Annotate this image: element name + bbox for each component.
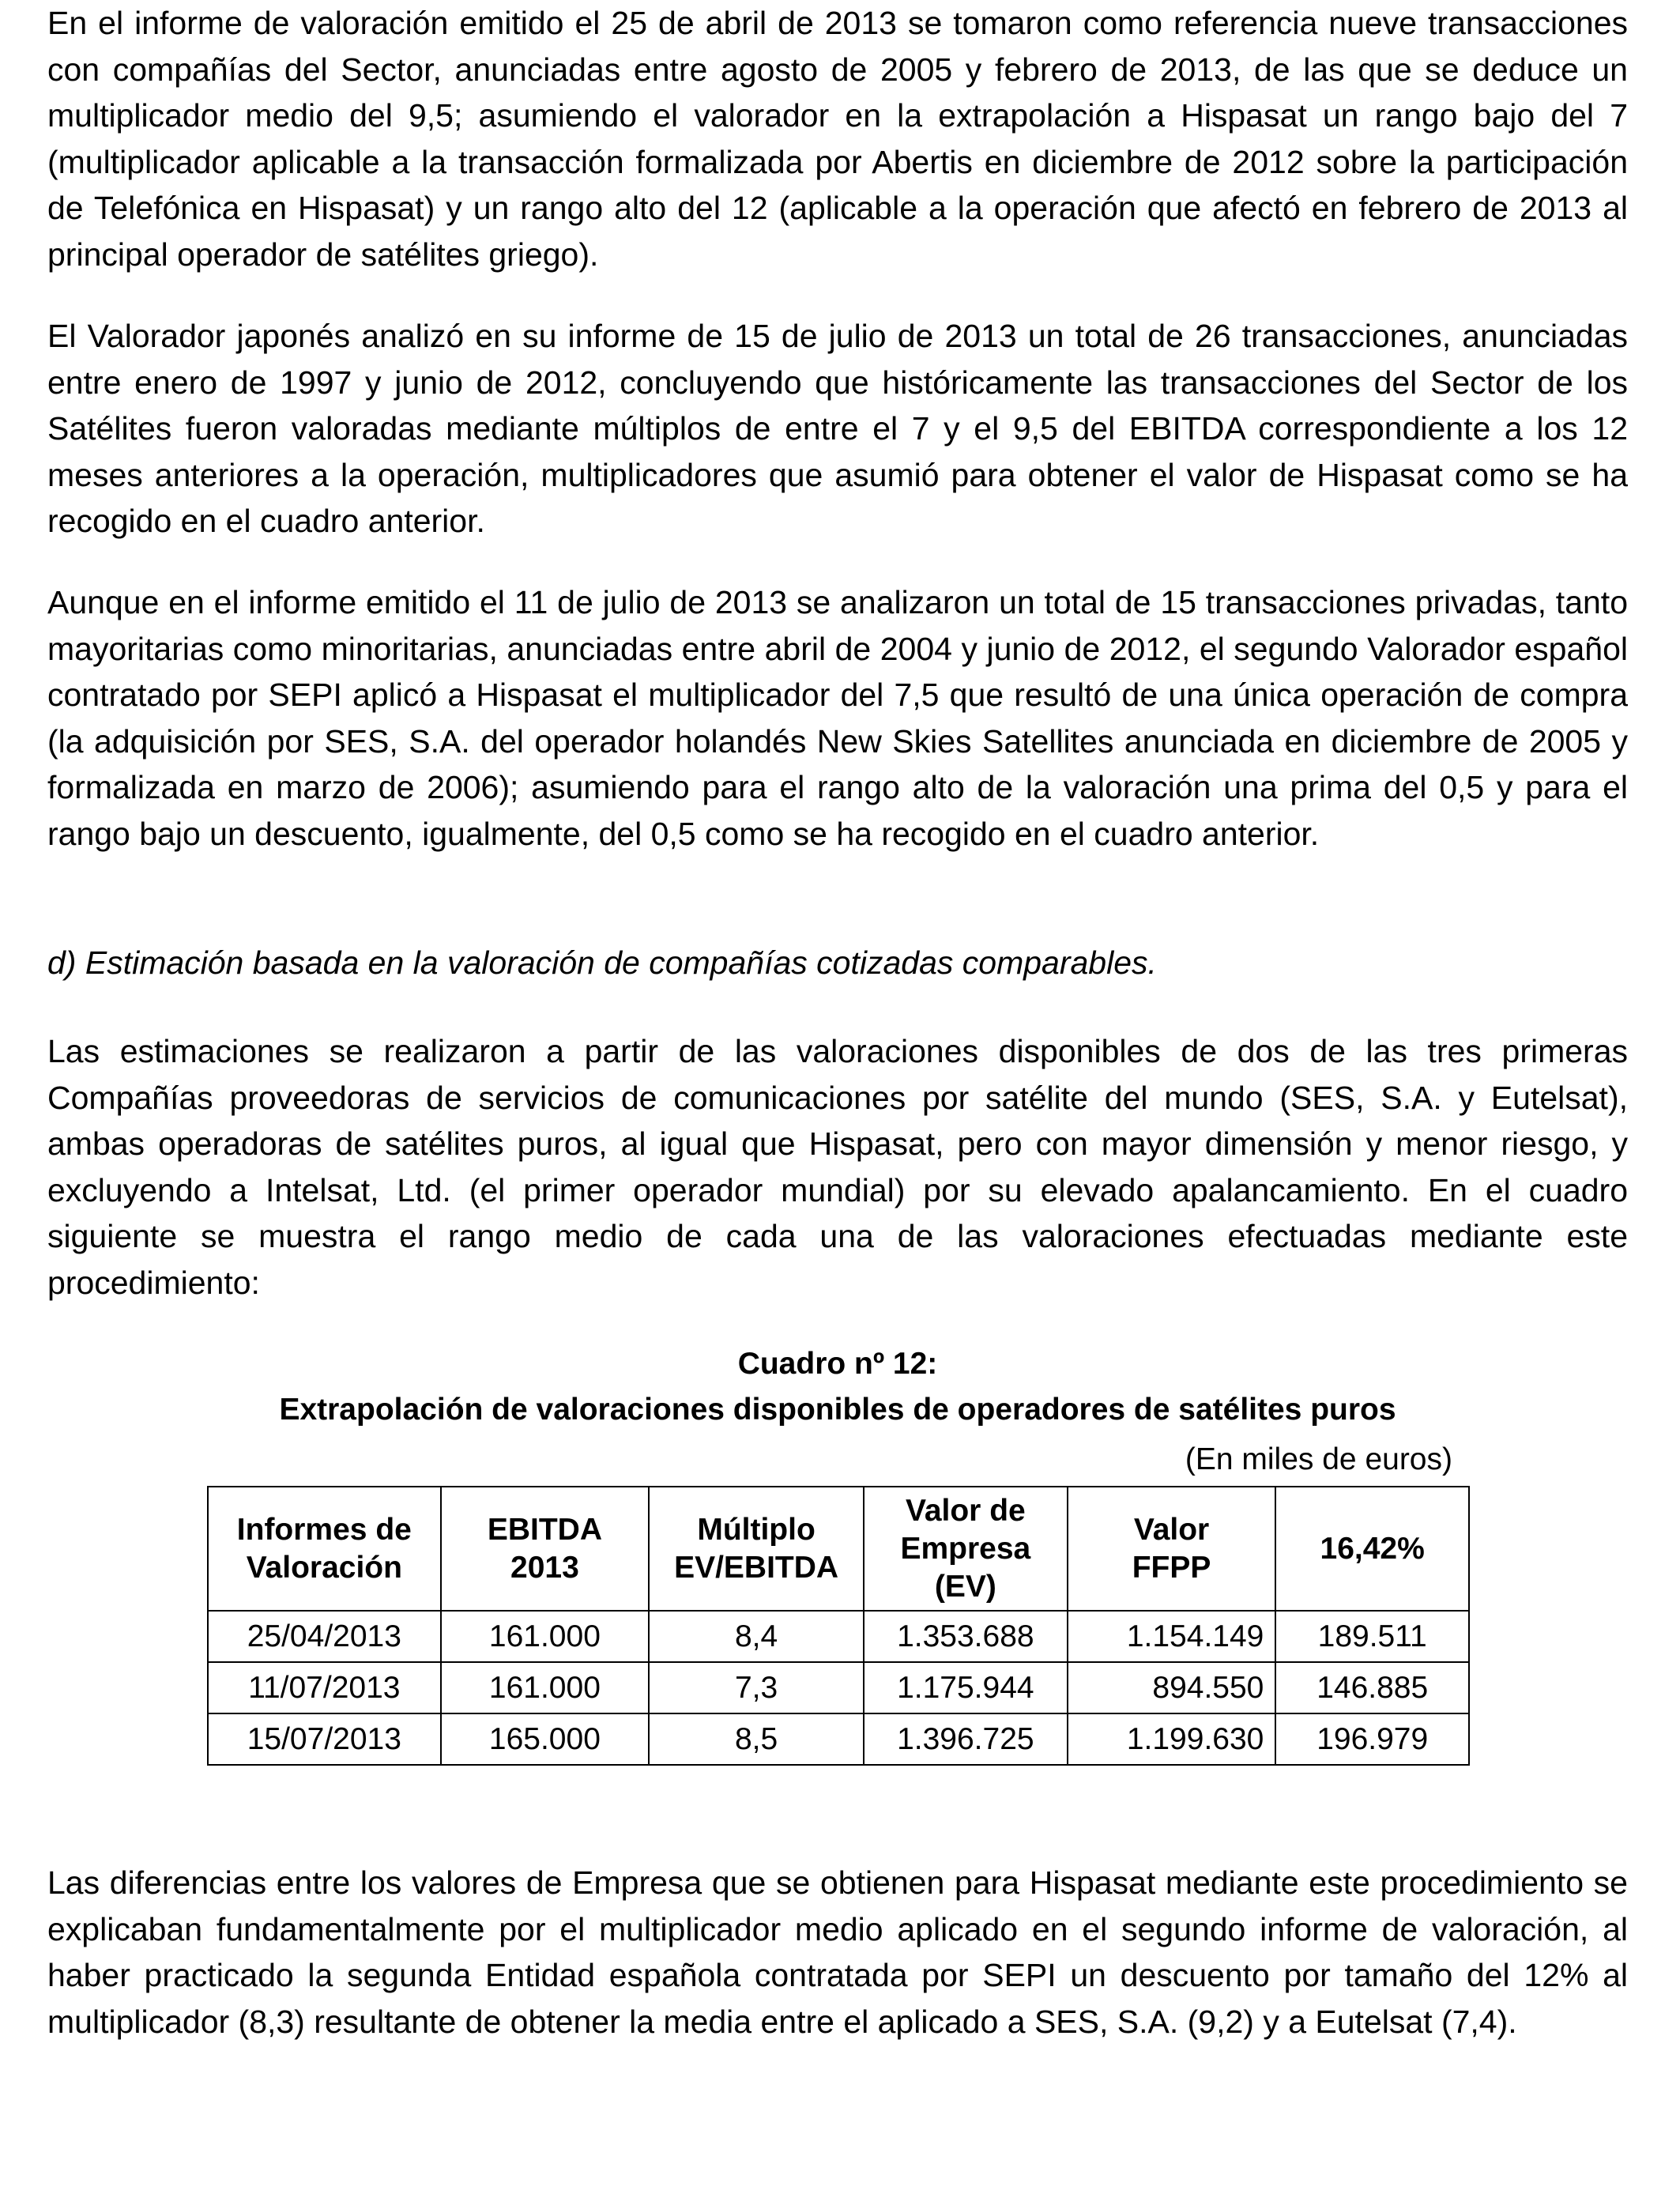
header-line: Valoración bbox=[246, 1550, 402, 1585]
paragraph-japanese-valuer: El Valorador japonés analizó en su informe de 15 de julio de 2013 un total de 26 transacciones, anunciadas entre enero de 1997 y junio de 2012, concluyendo que históricamente las transacciones del Sector de los Satélites fueron valoradas mediante múltiplos de entre el 7 y el 9,5 del EBITDA correspondiente a los 12 meses anteriores a la operación, multiplicadores que asumió para obtener el valor de Hispasat como se ha recogido en el cuadro anterior. bbox=[47, 318, 1628, 539]
header-line: (EV) bbox=[934, 1569, 996, 1604]
header-line: Valor bbox=[1133, 1512, 1210, 1547]
cell-enterprise-value: 1.353.688 bbox=[864, 1611, 1068, 1662]
cell-enterprise-value: 1.396.725 bbox=[864, 1713, 1068, 1765]
table-row bbox=[208, 1713, 1469, 1765]
header-line: FFPP bbox=[1132, 1550, 1211, 1585]
cell-percentage-value: 196.979 bbox=[1275, 1713, 1469, 1765]
cell-ebitda: 161.000 bbox=[441, 1611, 650, 1662]
paragraph-valuation-april-2013: En el informe de valoración emitido el 25 de abril de 2013 se tomaron como referencia nueve transacciones con compañías del Sector, anunciadas entre agosto de 2005 y febrero de 2013, de las que se deduce un multiplicador medio del 9,5; asumiendo el valorador en la extrapolación a Hispasat un rango bajo del 7 (multiplicador aplicable a la transacción formalizada por Abertis en diciembre de 2012 sobre la participación de Telefónica en Hispasat) y un rango alto del 12 (aplicable a la operación que afectó en febrero de 2013 al principal operador de satélites griego). bbox=[47, 5, 1628, 273]
cell-equity-value: 1.199.630 bbox=[1068, 1713, 1276, 1765]
paragraph-comparable-estimations: Las estimaciones se realizaron a partir de las valoraciones disponibles de dos de las tres primeras Compañías proveedoras de servicios de comunicaciones por satélite del mundo (SES, S.A. y Eutelsat), ambas operadoras de satélites puros, al igual que Hispasat, pero con mayor dimensión y menor riesgo, y excluyendo a Intelsat, Ltd. (el primer operador mundial) por su elevado apalancamiento. En el cuadro siguiente se muestra el rango medio de cada una de las valoraciones efectuadas mediante este procedimiento: bbox=[47, 1033, 1628, 1301]
cell-equity-value: 1.154.149 bbox=[1068, 1611, 1276, 1662]
header-line: EBITDA bbox=[487, 1512, 602, 1547]
cell-enterprise-value: 1.175.944 bbox=[864, 1662, 1068, 1713]
header-valor-empresa bbox=[864, 1487, 1068, 1611]
cell-date: 15/07/2013 bbox=[208, 1713, 441, 1765]
header-line: Múltiplo bbox=[697, 1512, 816, 1547]
cell-percentage-value: 189.511 bbox=[1275, 1611, 1469, 1662]
header-line: Empresa bbox=[900, 1531, 1031, 1566]
paragraph-second-spanish-valuer: Aunque en el informe emitido el 11 de julio de 2013 se analizaron un total de 15 transacciones privadas, tanto mayoritarias como minoritarias, anunciadas entre abril de 2004 y junio de 2012, el segundo Valorador español contratado por SEPI aplicó a Hispasat el multiplicador del 7,5 que resultó de una única operación de compra (la adquisición por SES, S.A. del operador holandés New Skies Satellites anunciada en diciembre de 2005 y formalizada en marzo de 2006); asumiendo para el rango alto de la valoración una prima del 0,5 y para el rango bajo un descuento, igualmente, del 0,5 como se ha recogido en el cuadro anterior. bbox=[47, 584, 1628, 852]
table-row bbox=[208, 1662, 1469, 1713]
table-caption-number: Cuadro nº 12: bbox=[737, 1347, 938, 1381]
header-line: 16,42% bbox=[1320, 1531, 1425, 1566]
table-header-row bbox=[208, 1487, 1469, 1611]
cell-ebitda: 165.000 bbox=[441, 1713, 650, 1765]
header-line: Valor de bbox=[905, 1493, 1026, 1528]
header-multiplo-ev-ebitda bbox=[649, 1487, 864, 1611]
table-caption-title: Extrapolación de valoraciones disponibles de operadores de satélites puros bbox=[279, 1393, 1396, 1427]
table-units-note: (En miles de euros) bbox=[1185, 1442, 1452, 1476]
cell-multiple: 8,4 bbox=[649, 1611, 864, 1662]
cell-equity-value: 894.550 bbox=[1068, 1662, 1276, 1713]
table-row bbox=[208, 1611, 1469, 1662]
header-line: 2013 bbox=[510, 1550, 579, 1585]
cell-date: 11/07/2013 bbox=[208, 1662, 441, 1713]
header-ebitda-2013 bbox=[441, 1487, 650, 1611]
header-valor-ffpp bbox=[1068, 1487, 1276, 1611]
header-percentage bbox=[1275, 1487, 1469, 1611]
cell-percentage-value: 146.885 bbox=[1275, 1662, 1469, 1713]
header-line: EV/EBITDA bbox=[674, 1550, 839, 1585]
valuation-table bbox=[207, 1486, 1470, 1766]
paragraph-enterprise-value-differences: Las diferencias entre los valores de Empresa que se obtienen para Hispasat mediante este procedimiento se explicaban fundamentalmente por el multiplicador medio aplicado en el segundo informe de valoración, al haber practicado la segunda Entidad española contratada por SEPI un descuento por tamaño del 12% al multiplicador (8,3) resultante de obtener la media entre el aplicado a SES, S.A. (9,2) y a Eutelsat (7,4). bbox=[47, 1864, 1628, 2040]
cell-multiple: 7,3 bbox=[649, 1662, 864, 1713]
header-informes-valoracion bbox=[208, 1487, 441, 1611]
cell-ebitda: 161.000 bbox=[441, 1662, 650, 1713]
cell-multiple: 8,5 bbox=[649, 1713, 864, 1765]
section-heading-comparable-companies: d) Estimación basada en la valoración de compañías cotizadas comparables. bbox=[47, 944, 1157, 981]
cell-date: 25/04/2013 bbox=[208, 1611, 441, 1662]
header-line: Informes de bbox=[236, 1512, 412, 1547]
